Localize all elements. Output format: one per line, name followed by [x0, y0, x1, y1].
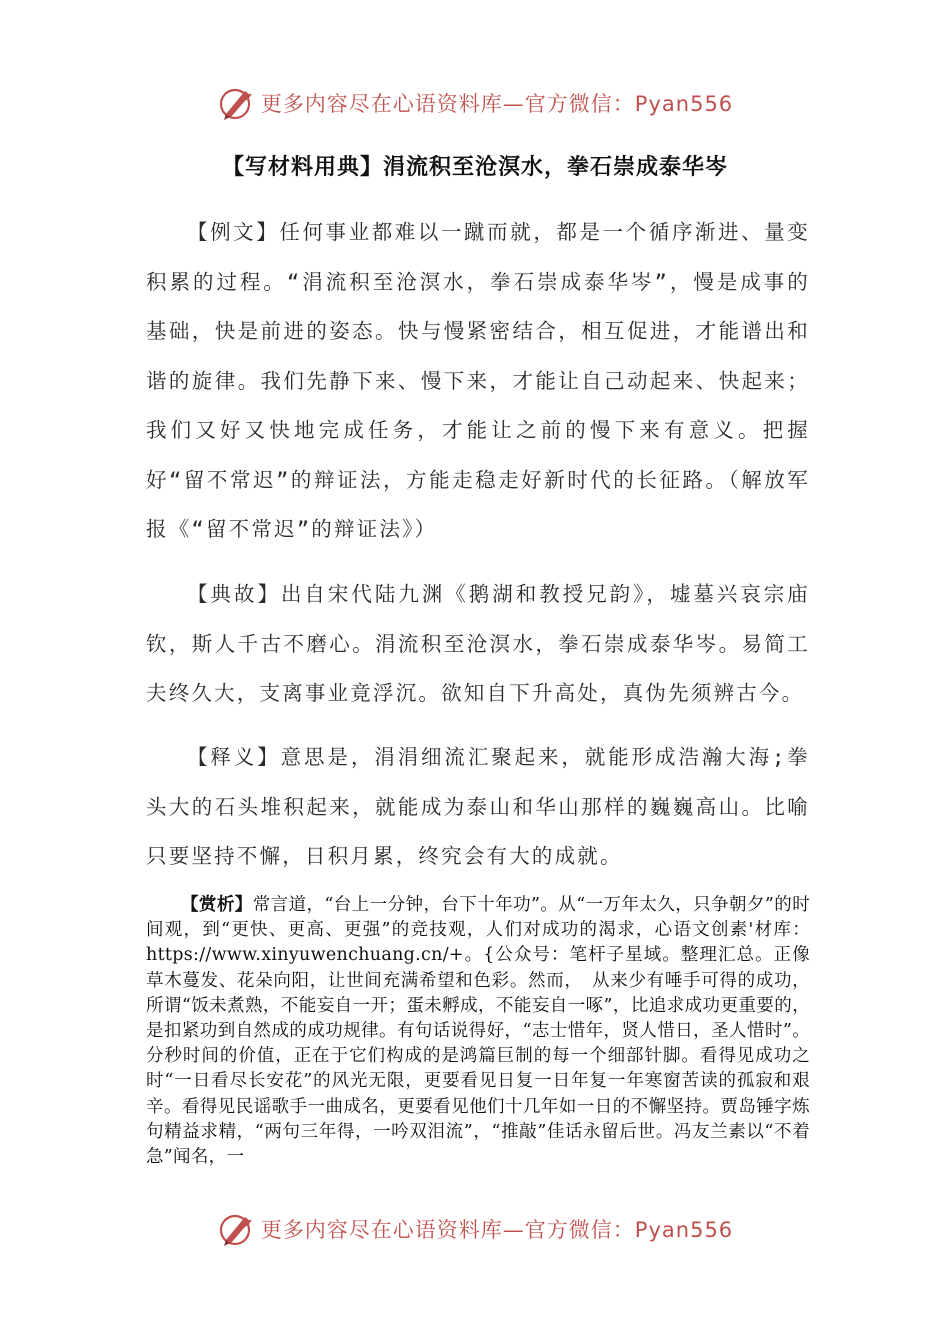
pen-logo-icon	[217, 83, 257, 123]
example-label: 【例文】	[187, 220, 280, 244]
analysis-paragraph	[146, 893, 810, 1170]
header-banner-text: 更多内容尽在心语资料库—官方微信：Pyan556	[260, 92, 734, 116]
allusion-text: 出自宋代陆九渊《鹅湖和教授兄韵》，墟墓兴哀宗庙钦，斯人千古不磨心。涓流积至沧溟水，拳石崇成泰华岑。易简工夫终久大，支离事业竟浮沉。欲知自下升高处，真伪先须辨古今。	[146, 582, 810, 705]
analysis-text: 常言道，“台上一分钟，台下十年功”。从“一万年太久，只争朝夕”的时间观，到“更快、更高、更强”的竞技观，人们对成功的渴求，心语文创素'材库：https://www.xinyuwenchuang.cn/+。{公众号：笔杆子星域。整理汇总。正像草木蔓发、花朵向阳，让世间充满希望和色彩。然而， 从来少有唾手可得的成功，所谓“饭未煮熟，不能妄自一开；蛋未孵成，不能妄自一啄”，比追求成功更重要的，是扣紧功到自然成的成功规律。有句话说得好，“志士惜年，贤人惜日，圣人惜时”。分秒时间的价值，正在于它们构成的是鸿篇巨制的每一个细部针脚。看得见成功之时“一日看尽长安花”的风光无限，更要看见日复一日年复一年寒窗苦读的孤寂和艰辛。看得见民谣歌手一曲成名，更要看见他们十几年如一日的不懈坚持。贾岛锤字炼句精益求精，“两句三年得，一吟双泪流”，“推敲”佳话永留后世。冯友兰素以“不着急”闻名，一	[146, 895, 810, 1168]
meaning-paragraph	[146, 733, 810, 882]
example-text: 任何事业都难以一蹴而就，都是一个循序渐进、量变积累的过程。“涓流积至沧溟水，拳石崇成泰华岑”，慢是成事的基础，快是前进的姿态。快与慢紧密结合，相互促进，才能谱出和谐的旋律。我们先静下来、慢下来，才能让自己动起来、快起来；我们又好又快地完成任务，才能让之前的慢下来有意义。把握好“留不常迟”的辩证法，方能走稳走好新时代的长征路。（解放军报《“留不常迟”的辩证法》）	[146, 220, 810, 541]
meaning-label: 【释义】	[187, 745, 281, 769]
pen-logo-icon	[217, 1209, 257, 1249]
example-paragraph	[146, 208, 810, 555]
footer-banner	[0, 1206, 950, 1252]
allusion-label: 【典故】	[187, 582, 281, 606]
analysis-label: 【赏析】	[181, 895, 253, 915]
page-title: 【写材料用典】涓流积至沧溟水，拳石崇成泰华岑	[221, 155, 728, 180]
footer-banner-text: 更多内容尽在心语资料库—官方微信：Pyan556	[260, 1218, 734, 1242]
header-banner	[0, 80, 950, 126]
allusion-paragraph	[146, 570, 810, 719]
meaning-text: 意思是，涓涓细流汇聚起来，就能形成浩瀚大海;拳头大的石头堆积起来，就能成为泰山和华山那样的巍巍高山。比喻只要坚持不懈，日积月累，终究会有大的成就。	[146, 745, 810, 868]
